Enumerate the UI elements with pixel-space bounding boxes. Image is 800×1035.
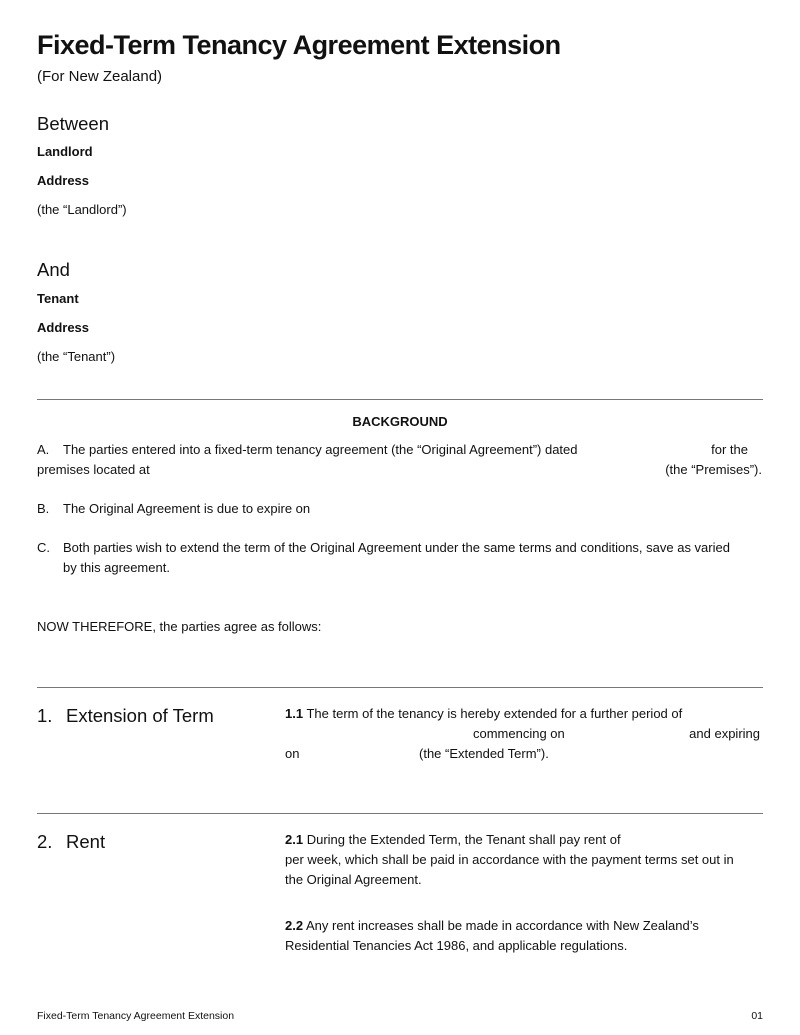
divider [37, 399, 763, 400]
expiry-date-field[interactable] [320, 500, 520, 518]
extension-period-field[interactable] [285, 725, 465, 743]
and-expiring-label: and expiring [689, 726, 760, 741]
divider [37, 687, 763, 688]
landlord-definition: (the “Landlord”) [37, 202, 127, 217]
recital-b-marker: B. [37, 501, 50, 516]
between-heading: Between [37, 113, 109, 134]
tenant-name-field[interactable] [110, 290, 760, 308]
clause-2-1-number: 2.1 [285, 832, 304, 847]
and-heading: And [37, 259, 70, 280]
clause-1-1-number: 1.1 [285, 706, 304, 721]
landlord-address-field[interactable] [110, 172, 760, 190]
tenant-definition: (the “Tenant”) [37, 349, 116, 364]
clause-2-2-text: Any rent increases shall be made in accordance with New Zealand’s [305, 918, 699, 933]
recital-a-text-end: for the [711, 442, 748, 457]
footer-page-number: 01 [751, 1010, 763, 1022]
recital-a-text-2: premises located at [37, 462, 150, 477]
expiry-date-new-field[interactable] [305, 745, 413, 763]
document-subtitle: (For New Zealand) [37, 68, 163, 85]
extended-term-definition: (the “Extended Term”). [419, 746, 549, 761]
section-2-title: Rent [66, 831, 106, 852]
document-title: Fixed-Term Tenancy Agreement Extension [37, 30, 561, 60]
footer-document-name: Fixed-Term Tenancy Agreement Extension [37, 1010, 235, 1022]
commencement-date-field[interactable] [575, 725, 680, 743]
clause-2-1-text-2: per week, which shall be paid in accordance with the payment terms set out in [285, 852, 734, 867]
rent-amount-field[interactable] [635, 831, 760, 849]
recital-a-marker: A. [37, 442, 50, 457]
section-1-title: Extension of Term [66, 705, 214, 726]
landlord-address-label: Address [37, 173, 90, 188]
recital-c-text-2: by this agreement. [63, 560, 170, 575]
on-label: on [285, 746, 300, 761]
clause-2-2-text-2: Residential Tenancies Act 1986, and applicable regulations. [285, 938, 628, 953]
background-heading: BACKGROUND [352, 414, 448, 429]
recital-c-text: Both parties wish to extend the term of the Original Agreement under the same terms and conditions, save as varied [63, 540, 730, 555]
section-2-number: 2. [37, 831, 53, 852]
commencing-on-label: commencing on [473, 726, 565, 741]
clause-2-1-text: During the Extended Term, the Tenant shall pay rent of [306, 832, 621, 847]
tenant-address-label: Address [37, 320, 90, 335]
premises-address-field[interactable] [158, 461, 658, 479]
landlord-name-field[interactable] [110, 143, 760, 161]
clause-1-1-text: The term of the tenancy is hereby extended for a further period of [306, 706, 683, 721]
premises-definition: (the “Premises”). [665, 462, 762, 477]
recital-c-marker: C. [37, 540, 50, 555]
divider [37, 813, 763, 814]
tenant-label: Tenant [37, 291, 79, 306]
section-1-number: 1. [37, 705, 53, 726]
landlord-label: Landlord [37, 144, 93, 159]
now-therefore: NOW THEREFORE, the parties agree as follows: [37, 619, 322, 634]
recital-b-text: The Original Agreement is due to expire on [63, 501, 311, 516]
clause-2-2-number: 2.2 [285, 918, 304, 933]
recital-a-text: The parties entered into a fixed-term tenancy agreement (the “Original Agreement”) dated [63, 442, 578, 457]
original-agreement-date-field[interactable] [595, 441, 705, 459]
clause-2-1-text-3: the Original Agreement. [285, 872, 422, 887]
tenant-address-field[interactable] [110, 319, 760, 337]
